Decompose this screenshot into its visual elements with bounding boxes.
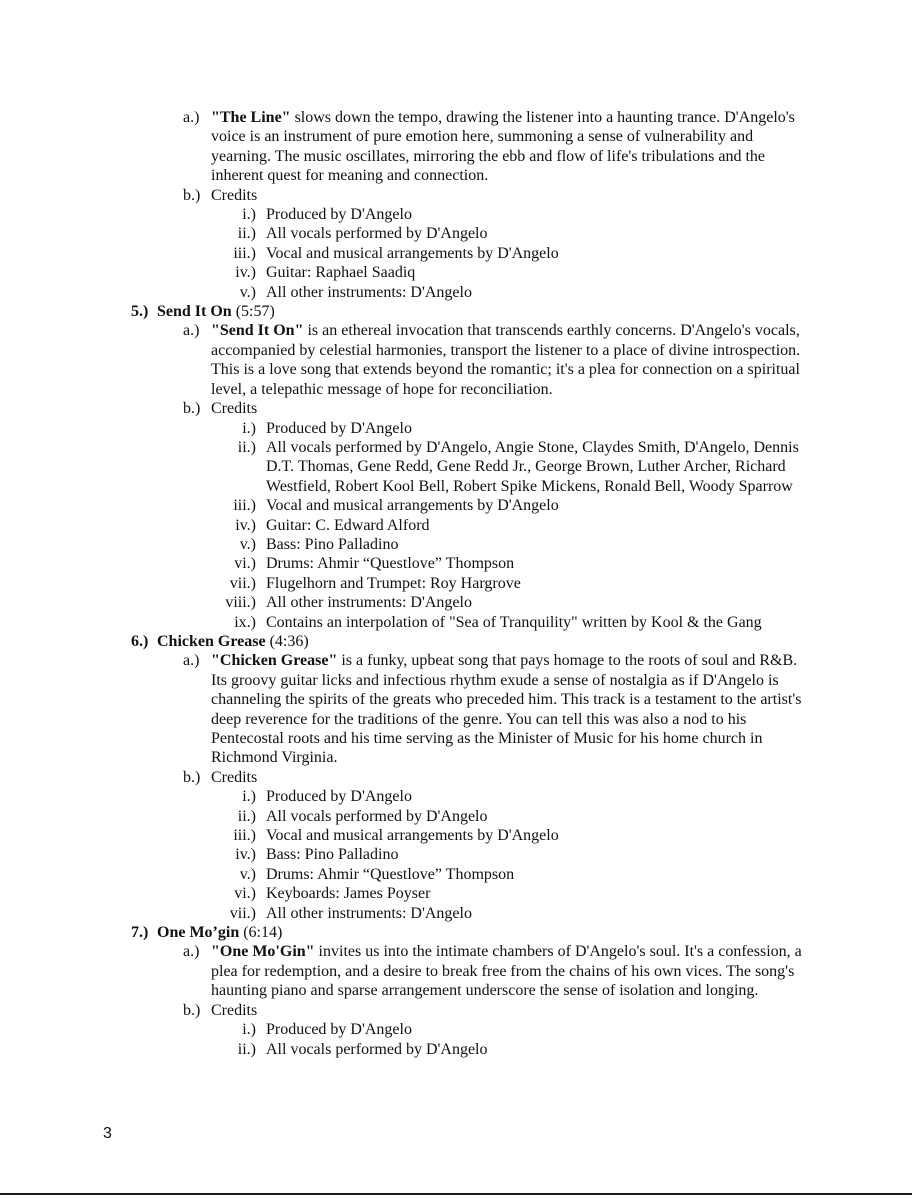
track-section: [0, 108, 912, 302]
track-duration: (4:36): [265, 632, 309, 650]
track-description: [0, 321, 912, 399]
credit-label: iv.): [235, 516, 256, 534]
credit-label: i.): [242, 1021, 256, 1039]
track-heading: [0, 302, 912, 321]
track-name: Send It On: [157, 303, 232, 321]
credit-text: All other instruments: D'Angelo: [266, 283, 472, 301]
credits-title: Credits: [211, 1001, 258, 1019]
credit-item: [0, 438, 912, 496]
credit-item: [0, 419, 912, 438]
credit-item: [0, 205, 912, 224]
description-label: a.): [183, 322, 200, 340]
credit-text: All vocals performed by D'Angelo: [266, 1040, 488, 1058]
credit-item: [0, 884, 912, 903]
description-body: invites us into the intimate chambers of D'Angelo's soul. It's a confession, a plea for redemption, and a desire to break free from the chains of his own vices. The song's haunting piano and sparse arrangement underscore the sense of isolation and longing.: [211, 943, 802, 1000]
credit-text: Bass: Pino Palladino: [266, 846, 399, 864]
page-number: 3: [103, 1125, 112, 1142]
credit-label: vii.): [229, 574, 256, 592]
credit-item: [0, 574, 912, 593]
credit-label: i.): [242, 419, 256, 437]
credit-label: iii.): [233, 827, 256, 845]
track-section: [0, 632, 912, 923]
description-label: a.): [183, 109, 200, 126]
credit-label: vi.): [234, 885, 256, 903]
credit-label: v.): [239, 865, 256, 883]
credit-text: Produced by D'Angelo: [266, 1021, 412, 1039]
credit-text: Bass: Pino Palladino: [266, 535, 399, 553]
credit-label: iii.): [233, 244, 256, 262]
credits-title: Credits: [211, 186, 258, 204]
description-text: [211, 652, 801, 766]
credit-item: [0, 496, 912, 515]
credit-text: Drums: Ahmir “Questlove” Thompson: [266, 865, 515, 883]
credit-item: [0, 845, 912, 864]
track-heading: [0, 923, 912, 942]
credits-heading: [0, 186, 912, 205]
credit-item: [0, 535, 912, 554]
credit-text: Keyboards: James Poyser: [266, 885, 431, 903]
credit-item: [0, 593, 912, 612]
song-title: "Send It On": [211, 322, 304, 340]
credit-label: i.): [242, 788, 256, 806]
credit-label: iii.): [233, 497, 256, 515]
credit-text: All other instruments: D'Angelo: [266, 594, 472, 612]
credit-item: [0, 516, 912, 535]
description-body: slows down the tempo, drawing the listener into a haunting trance. D'Angelo's voice is an instrument of pure emotion here, summoning a sense of vulnerability and yearning. The music oscillates, mirroring the ebb and flow of life's tribulations and the inherent quest for meaning and connection.: [211, 109, 795, 185]
credit-item: [0, 283, 912, 302]
credit-text: All other instruments: D'Angelo: [266, 904, 472, 922]
credit-label: vii.): [229, 904, 256, 922]
song-title: "The Line": [211, 109, 291, 126]
credits-heading: [0, 399, 912, 418]
credit-text: Produced by D'Angelo: [266, 788, 412, 806]
track-duration: (6:14): [239, 924, 283, 942]
credit-text: Contains an interpolation of "Sea of Tranquility" written by Kool & the Gang: [266, 613, 762, 631]
description-text: [211, 109, 795, 184]
description-text: [211, 322, 800, 397]
credit-label: ii.): [237, 807, 256, 825]
song-title: "Chicken Grease": [211, 652, 338, 670]
track-name: One Mo’gin: [157, 924, 240, 942]
credit-item: [0, 826, 912, 845]
description-label: a.): [183, 943, 200, 961]
credit-label: viii.): [225, 594, 256, 612]
credit-item: [0, 904, 912, 923]
credit-text: Guitar: C. Edward Alford: [266, 516, 430, 534]
description-body: is an ethereal invocation that transcends earthly concerns. D'Angelo's vocals, accompanied by celestial harmonies, transport the listener to a place of divine introspection. This is a love song that extends beyond the romantic; it's a plea for connection on a spiritual level, a telepathic message of hope for reconciliation.: [211, 322, 801, 398]
document-body: [0, 108, 912, 1059]
credits-title: Credits: [211, 768, 258, 786]
credit-text: Produced by D'Angelo: [266, 206, 412, 224]
credit-text: Vocal and musical arrangements by D'Angelo: [266, 827, 559, 845]
credit-text: Flugelhorn and Trumpet: Roy Hargrove: [266, 574, 521, 592]
track-section: [0, 923, 912, 1059]
credit-text: Guitar: Raphael Saadiq: [266, 264, 416, 282]
credit-label: v.): [239, 535, 256, 553]
credit-text: All vocals performed by D'Angelo: [266, 225, 488, 243]
track-number: 5.): [131, 303, 149, 321]
credit-item: [0, 1040, 912, 1059]
page-bottom-edge: [0, 1193, 912, 1195]
track-heading: [0, 632, 912, 651]
credit-item: [0, 1020, 912, 1039]
track-number: 7.): [131, 924, 149, 942]
credit-text: All vocals performed by D'Angelo: [266, 807, 488, 825]
credit-label: ix.): [234, 613, 256, 631]
credit-text: Vocal and musical arrangements by D'Angelo: [266, 244, 559, 262]
credits-label: b.): [183, 186, 201, 204]
credit-item: [0, 787, 912, 806]
credit-text: Produced by D'Angelo: [266, 419, 412, 437]
credit-label: iv.): [235, 846, 256, 864]
song-title: "One Mo'Gin": [211, 943, 315, 961]
credit-item: [0, 865, 912, 884]
credits-title: Credits: [211, 400, 258, 418]
track-description: [0, 651, 912, 767]
track-description: [0, 942, 912, 1000]
description-text: [211, 943, 802, 999]
credit-label: ii.): [237, 438, 256, 456]
credit-label: ii.): [237, 1040, 256, 1058]
credit-item: [0, 807, 912, 826]
track-duration: (5:57): [231, 303, 275, 321]
credit-label: v.): [239, 283, 256, 301]
credit-label: iv.): [235, 264, 256, 282]
credit-label: ii.): [237, 225, 256, 243]
credits-label: b.): [183, 400, 201, 418]
credit-text: Drums: Ahmir “Questlove” Thompson: [266, 555, 515, 573]
credit-item: [0, 244, 912, 263]
track-section: [0, 302, 912, 632]
credits-label: b.): [183, 768, 201, 786]
track-number: 6.): [131, 632, 149, 650]
credit-label: i.): [242, 206, 256, 224]
credit-item: [0, 263, 912, 282]
track-description: [0, 108, 912, 186]
credit-label: vi.): [234, 555, 256, 573]
credits-heading: [0, 1001, 912, 1020]
track-name: Chicken Grease: [157, 632, 266, 650]
description-label: a.): [183, 652, 200, 670]
credit-item: [0, 554, 912, 573]
credits-heading: [0, 768, 912, 787]
credit-text: All vocals performed by D'Angelo, Angie Stone, Claydes Smith, D'Angelo, Dennis D.T. Thomas, Gene Redd, Gene Redd Jr., George Brown, Luther Archer, Richard Westfield, Robert Kool Bell, Robert Spike Mickens, Ronald Bell, Woody Sparrow: [266, 438, 799, 495]
credit-text: Vocal and musical arrangements by D'Angelo: [266, 497, 559, 515]
description-body: is a funky, upbeat song that pays homage to the roots of soul and R&B. Its groovy guitar licks and infectious rhythm exude a sense of nostalgia as if D'Angelo is channeling the spirits of the greats who preceded him. This track is a testament to the artist's deep reverence for the traditions of the genre. You can tell this was also a nod to his Pentecostal roots and his time serving as the Minister of Music for his home church in Richmond Virginia.: [211, 652, 802, 767]
credit-item: [0, 224, 912, 243]
credit-item: [0, 613, 912, 632]
credits-label: b.): [183, 1001, 201, 1019]
